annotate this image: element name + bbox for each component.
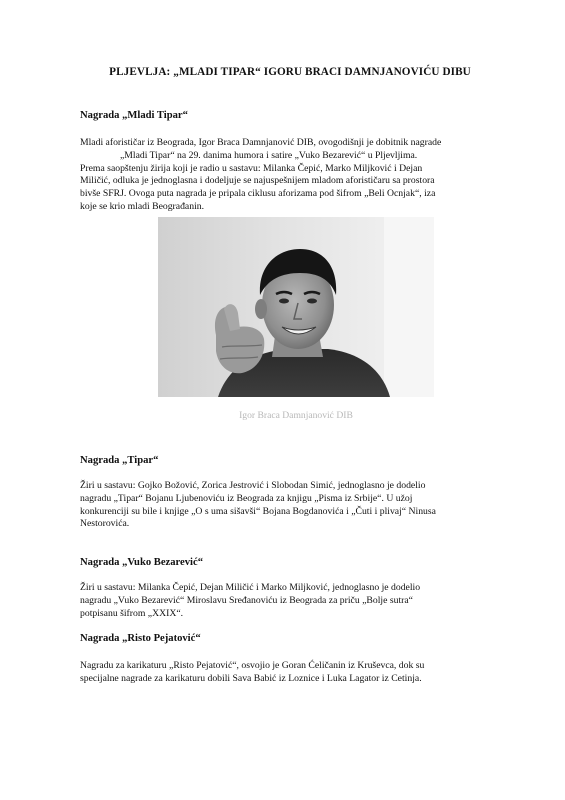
text-line: potpisanu šifrom „XXIX“. — [80, 607, 184, 619]
section-heading-mladi-tipar: Nagrada „Mladi Tipar“ — [80, 110, 188, 121]
text-line: Mladi aforističar iz Beograda, Igor Braca Damnjanović DIB, ovogodišnji je dobitnik nagrade — [80, 137, 442, 148]
paragraph-vuko-bezarevic — [80, 582, 510, 620]
text-line: nagradu „Vuko Bezarević“ Miroslavu Sređanoviću iz Beograda za priču „Bolje sutra“ — [80, 594, 413, 606]
text-line: konkurenciji su bile i knjige „O s uma sišavši“ Bojana Bogdanovića i „Čuti i plivaj“ Ninusa — [80, 505, 436, 517]
article-title: PLJEVLJA: „MLADI TIPAR“ IGORU BRACI DAMNJANOVIĆU DIBU — [109, 66, 471, 78]
photo-caption: Igor Braca Damnjanović DIB — [239, 410, 353, 421]
section-heading-vuko-bezarevic: Nagrada „Vuko Bezarević“ — [80, 557, 204, 568]
text-line: nagradu „Tipar“ Bojanu Ljubenoviću iz Beograda za knjigu „Pisma iz Srbije“. U užoj — [80, 492, 413, 504]
paragraph-mladi-tipar — [80, 137, 510, 214]
portrait-image — [158, 217, 434, 397]
text-line: Miličić, odluka je jednoglasna i dodeljuje se najuspešnijem mladom aforističaru sa prostora — [80, 175, 435, 187]
portrait-photo — [158, 217, 434, 397]
paragraph-risto-pejatovic — [80, 660, 510, 686]
text-line: Nagradu za karikaturu „Risto Pejatović“, osvojio je Goran Ćeličanin iz Kruševca, dok su — [80, 660, 425, 671]
text-line: koje se krio mladi Beograđanin. — [80, 200, 205, 212]
text-line: Žiri u sastavu: Milanka Čepić, Dejan Miličić i Marko Miljković, jednoglasno je dodelio — [80, 582, 421, 593]
text-line: bivše SFRJ. Ovoga puta nagrada je pripala ciklusu aforizama pod šifrom „Beli Ocnjak“, iza — [80, 188, 436, 200]
text-line: Prema saopštenju žirija koji je radio u sastavu: Milanka Čepić, Marko Miljković i Dejan — [80, 162, 423, 174]
text-line: Žiri u sastavu: Gojko Božović, Zorica Jestrović i Slobodan Simić, jednoglasno je dodelio — [80, 480, 426, 491]
section-heading-tipar: Nagrada „Tipar“ — [80, 455, 159, 466]
text-line: Nestorovića. — [80, 518, 130, 530]
paragraph-tipar — [80, 480, 510, 531]
text-line: specijalne nagrade za karikaturu dobili Sava Babić iz Loznice i Luka Lagator iz Cetinja. — [80, 672, 422, 684]
text-line: „Mladi Tipar“ na 29. danima humora i satire „Vuko Bezarević“ u Pljevljima. — [120, 149, 418, 161]
section-heading-risto-pejatovic: Nagrada „Risto Pejatović“ — [80, 633, 201, 644]
